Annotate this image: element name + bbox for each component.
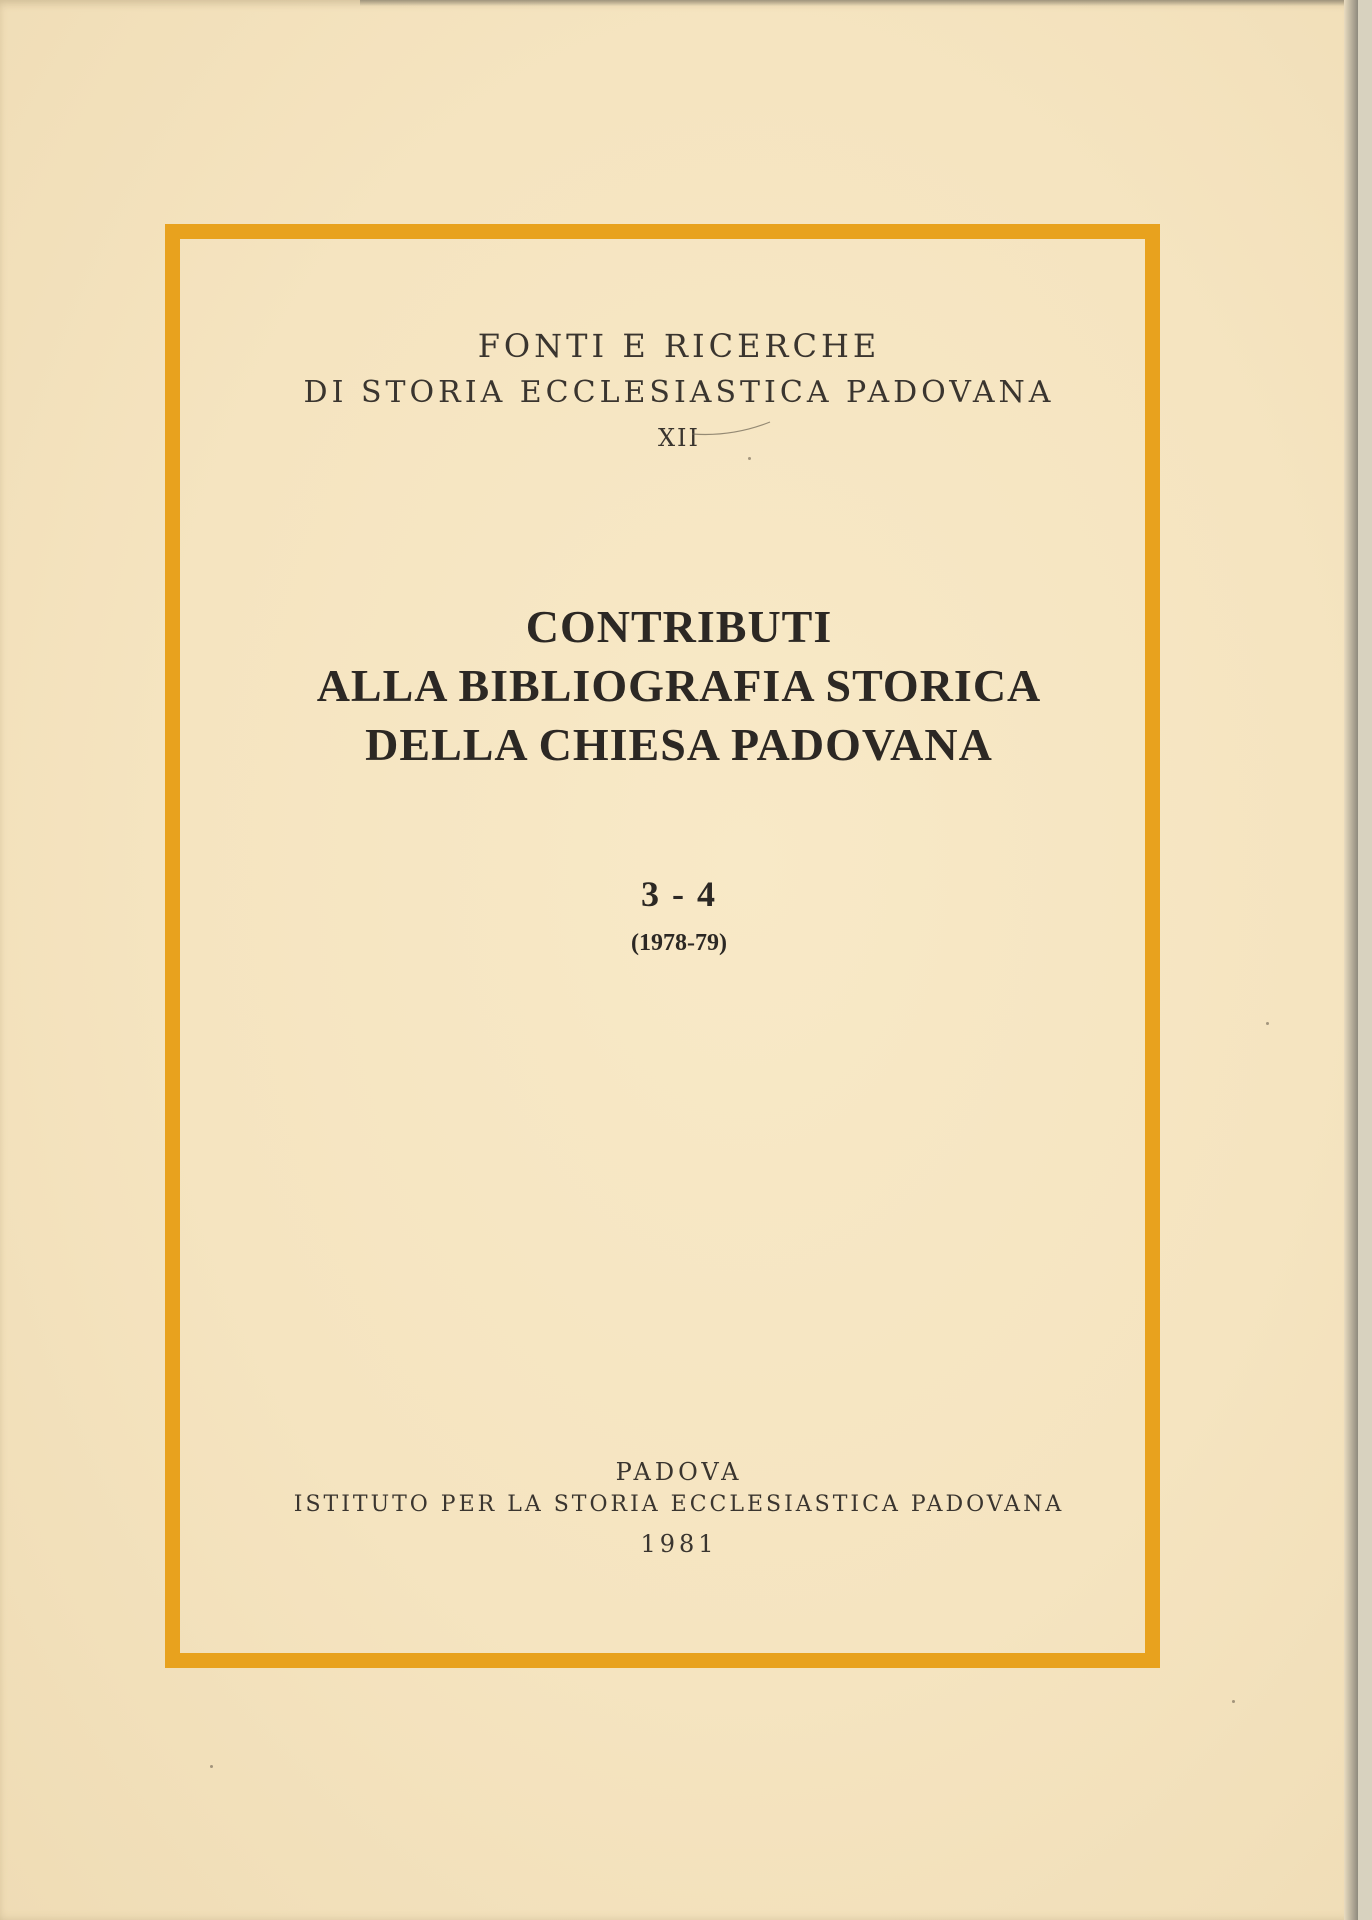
cover-top-edge bbox=[360, 0, 1358, 6]
paper-speck bbox=[1266, 1022, 1269, 1025]
publisher-name: ISTITUTO PER LA STORIA ECCLESIASTICA PADOVANA bbox=[293, 1492, 1065, 1517]
paper-speck bbox=[210, 1765, 213, 1768]
cover-right-edge bbox=[1344, 0, 1358, 1920]
issue-number: 3 - 4 bbox=[641, 874, 717, 914]
book-title-line-3: DELLA CHIESA PADOVANA bbox=[365, 719, 993, 770]
publisher-city: PADOVA bbox=[615, 1458, 743, 1486]
issue-years: (1978-79) bbox=[631, 930, 727, 956]
paper-speck bbox=[748, 457, 751, 460]
book-title-line-2: ALLA BIBLIOGRAFIA STORICA bbox=[316, 660, 1042, 711]
paper-speck bbox=[1232, 1700, 1235, 1703]
series-number: XII bbox=[657, 424, 701, 452]
series-title: FONTI E RICERCHE bbox=[477, 327, 881, 365]
series-subtitle: DI STORIA ECCLESIASTICA PADOVANA bbox=[303, 375, 1055, 410]
book-title-line-1: CONTRIBUTI bbox=[525, 601, 833, 652]
publication-year: 1981 bbox=[640, 1530, 718, 1558]
